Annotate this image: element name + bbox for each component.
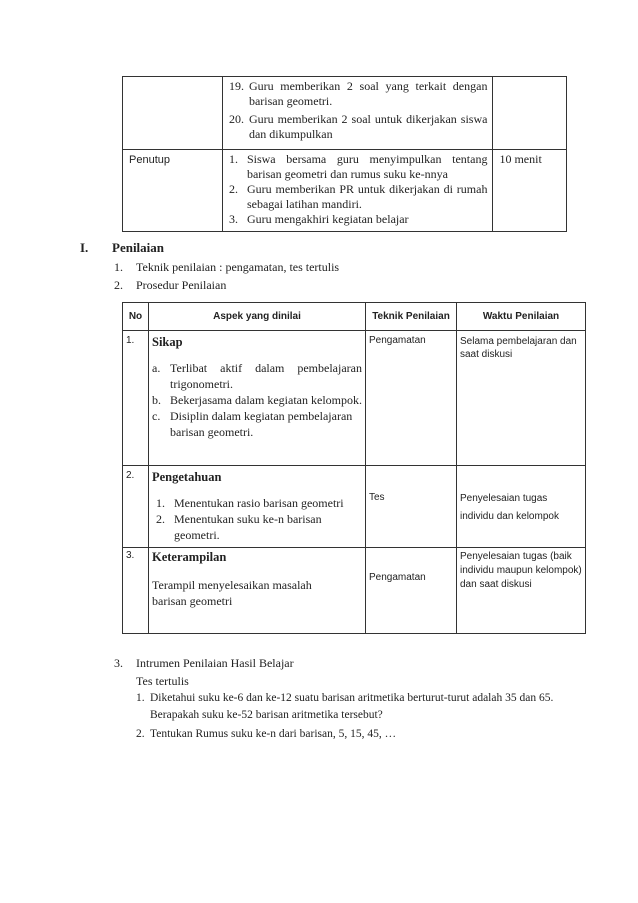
- steps-cell: [222, 77, 493, 150]
- item-number: 3.: [114, 656, 123, 670]
- instrument-heading: [114, 654, 574, 672]
- instrument-subtitle: Tes tertulis: [136, 674, 189, 688]
- item-text: Guru mengakhiri kegiatan belajar: [246, 212, 409, 226]
- item-mark: b.: [152, 393, 161, 407]
- table-row: [123, 150, 567, 232]
- table-row: [123, 331, 586, 466]
- time-cell: [493, 77, 567, 150]
- list-item: [229, 112, 488, 142]
- time-cell: Selama pembelajaran dan saat diskusi: [457, 331, 586, 466]
- row-number: 3.: [123, 548, 149, 634]
- table-row: [123, 548, 586, 634]
- time-cell: Penyelesaian tugas individu dan kelompok: [457, 466, 586, 548]
- aspect-title: Sikap: [152, 335, 183, 349]
- list-item: [229, 182, 488, 212]
- table-row: [123, 466, 586, 548]
- list-item: [114, 276, 554, 294]
- time-cell: Penyelesaian tugas (baik individu maupun kelompok) dan saat diskusi: [457, 548, 586, 634]
- list-item: [152, 408, 362, 440]
- aspect-cell: [149, 331, 366, 466]
- header-time: Waktu Penilaian: [457, 303, 586, 331]
- item-text: Menentukan rasio barisan geometri: [174, 496, 344, 510]
- item-number: 1.: [228, 152, 238, 166]
- section-heading: [80, 240, 88, 256]
- question-text: Diketahui suku ke-6 dan ke-12 suatu barisan aritmetika berturut-turut adalah 35 dan 65. Berapakah suku ke-52 barisan aritmetika tersebut?: [150, 692, 554, 721]
- item-text: Menentukan suku ke-n barisan geometri.: [174, 512, 322, 542]
- item-mark: c.: [152, 409, 161, 423]
- section-list: [114, 258, 554, 294]
- row-number: 1.: [123, 331, 149, 466]
- stage-cell: [123, 77, 223, 150]
- aspect-text: Terampil menyelesaikan masalah barisan geometri: [152, 578, 312, 608]
- row-number: 2.: [123, 466, 149, 548]
- list-item: [114, 258, 554, 276]
- item-text: Siswa bersama guru menyimpulkan tentang barisan geometri dan rumus suku ke-nnya: [246, 152, 488, 181]
- item-text: Guru memberikan 2 soal untuk dikerjakan siswa dan dikumpulkan: [248, 112, 488, 141]
- steps-cell: [222, 150, 493, 232]
- time-value: 10 menit: [499, 152, 542, 166]
- technique-cell: Tes: [366, 466, 457, 548]
- item-number: 19.: [228, 79, 244, 93]
- item-text: Disiplin dalam kegiatan pembelajaran barisan geometri.: [170, 409, 353, 439]
- stage-cell: [123, 150, 223, 232]
- instrument-section: [114, 654, 574, 744]
- item-text: Guru memberikan PR untuk dikerjakan di rumah sebagai latihan mandiri.: [246, 182, 488, 211]
- aspect-cell: [149, 548, 366, 634]
- aspect-title: Keterampilan: [152, 550, 227, 564]
- item-number: 1.: [136, 692, 145, 704]
- activity-table: [122, 76, 567, 232]
- question-item: [136, 690, 574, 724]
- technique-cell: Pengamatan: [366, 331, 457, 466]
- item-text: Terlibat aktif dalam pembelajaran trigonometri.: [170, 361, 362, 391]
- item-mark: 1.: [156, 496, 165, 510]
- item-text: Prosedur Penilaian: [136, 278, 227, 292]
- assessment-table: [122, 302, 586, 634]
- technique-cell: Pengamatan: [366, 548, 457, 634]
- item-number: 2.: [228, 182, 238, 196]
- item-number: 2.: [136, 728, 145, 740]
- list-item: [156, 511, 362, 543]
- section-title-text: Penilaian: [112, 240, 165, 255]
- list-item: [229, 212, 488, 227]
- list-item: [229, 79, 488, 109]
- item-text: Teknik penilaian : pengamatan, tes tertulis: [136, 260, 340, 274]
- item-text: Guru memberikan 2 soal yang terkait dengan barisan geometri.: [248, 79, 488, 108]
- instrument-title: Intrumen Penilaian Hasil Belajar: [136, 656, 294, 670]
- stage-label: Penutup: [129, 154, 170, 166]
- item-number: 2.: [114, 278, 123, 292]
- list-item: [152, 392, 362, 408]
- question-text: Tentukan Rumus suku ke-n dari barisan, 5, 15, 45, …: [150, 728, 397, 740]
- aspect-title: Pengetahuan: [152, 470, 222, 484]
- header-no: No: [123, 303, 149, 331]
- table-header-row: [123, 303, 586, 331]
- section-numeral: I.: [80, 240, 89, 255]
- item-text: Bekerjasama dalam kegiatan kelompok.: [170, 393, 362, 407]
- list-item: [229, 152, 488, 182]
- aspect-cell: [149, 466, 366, 548]
- list-item: [152, 360, 362, 392]
- time-cell: [493, 150, 567, 232]
- item-number: 20.: [228, 112, 244, 126]
- item-number: 3.: [228, 212, 238, 226]
- item-mark: 2.: [156, 512, 165, 526]
- table-row: [123, 77, 567, 150]
- header-technique: Teknik Penilaian: [366, 303, 457, 331]
- item-number: 1.: [114, 260, 123, 274]
- header-aspect: Aspek yang dinilai: [149, 303, 366, 331]
- question-item: [136, 724, 574, 744]
- item-mark: a.: [152, 361, 161, 375]
- list-item: [156, 495, 362, 511]
- section-title: [112, 240, 164, 256]
